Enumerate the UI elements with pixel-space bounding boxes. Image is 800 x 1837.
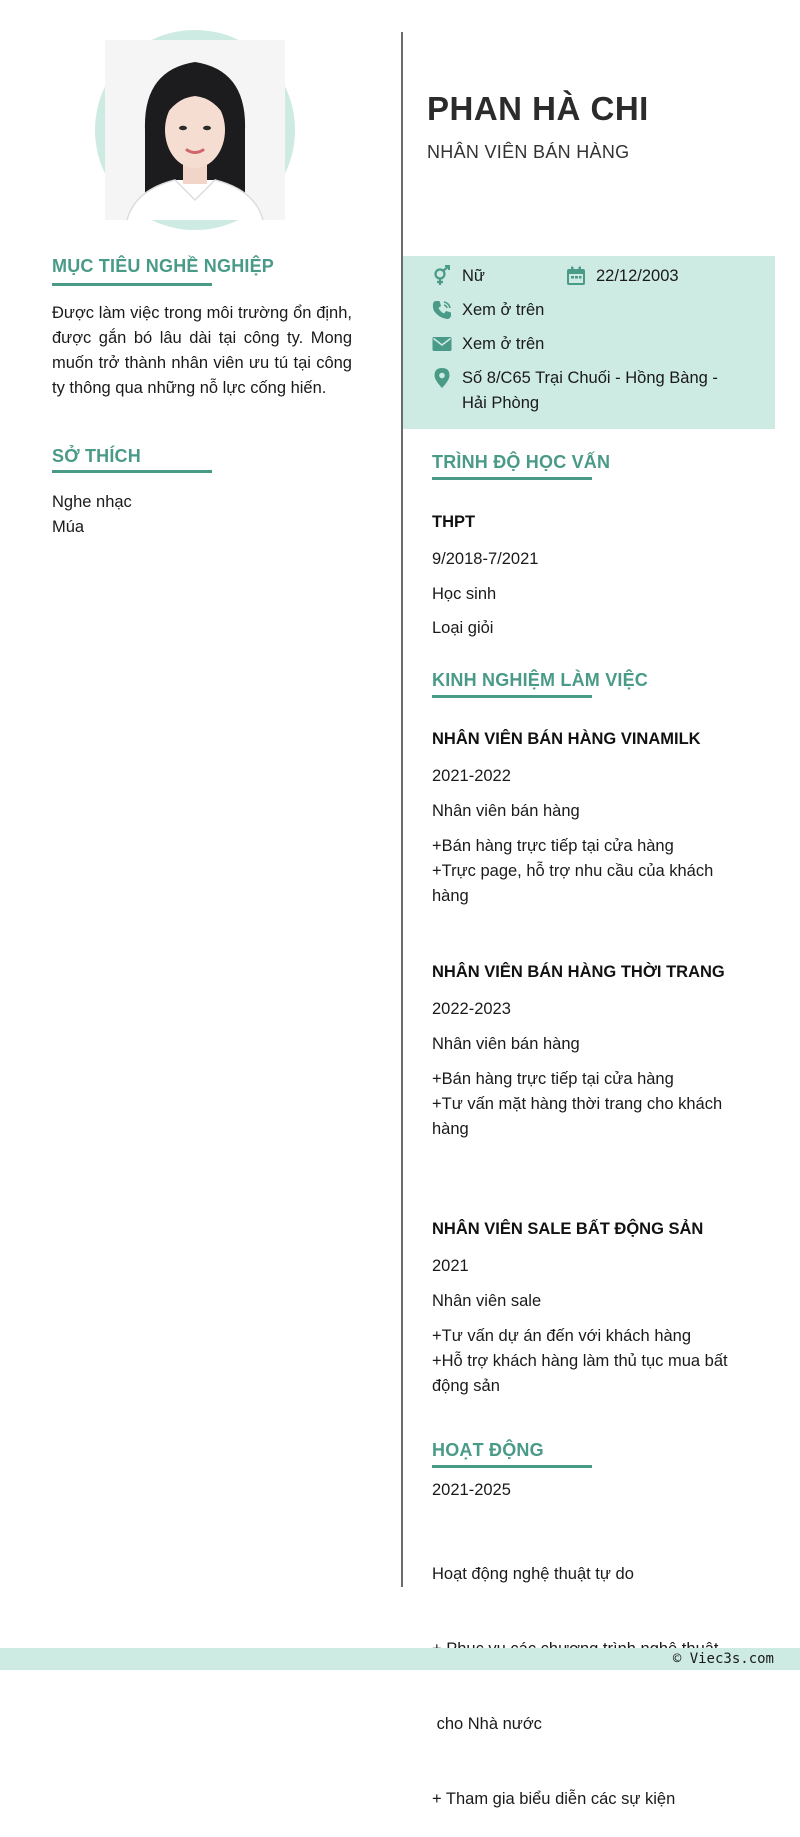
hobby-item: Nghe nhạc [52, 493, 132, 511]
job-role: Nhân viên bán hàng [432, 802, 580, 820]
avatar-frame [95, 30, 295, 230]
objective-title: MỤC TIÊU NGHỀ NGHIỆP [52, 256, 275, 276]
hobbies-title-underline [52, 470, 212, 473]
contact-phone [432, 298, 544, 323]
education-title-underline [432, 477, 592, 480]
education-grade: Loại giỏi [432, 619, 494, 637]
job-details [432, 1324, 752, 1399]
birthday-value: 22/12/2003 [596, 267, 679, 285]
objective-title-underline [52, 283, 212, 286]
email-icon [432, 333, 452, 355]
candidate-position: NHÂN VIÊN BÁN HÀNG [427, 142, 630, 162]
education-period: 9/2018-7/2021 [432, 550, 539, 568]
activities-title: HOẠT ĐỘNG [432, 1440, 544, 1460]
candidate-name: PHAN HÀ CHI [427, 90, 649, 127]
hobby-item: Múa [52, 518, 85, 536]
experience-title-underline [432, 695, 592, 698]
education-title: TRÌNH ĐỘ HỌC VẤN [432, 452, 611, 472]
gender-icon [432, 265, 452, 287]
contact-gender [432, 264, 485, 289]
job-detail-line: +Hỗ trợ khách hàng làm thủ tục mua bất động sản [432, 1352, 728, 1395]
contact-birthday [566, 264, 679, 289]
footer-bar [0, 1648, 800, 1670]
education-role: Học sinh [432, 585, 497, 603]
hobbies-list [52, 490, 132, 540]
objective-text: Được làm việc trong môi trường ổn định, được gắn bó lâu dài tại công ty. Mong muốn trở thành nhân viên ưu tú tại công ty thông qua những nỗ lực cống hiến. [52, 304, 352, 397]
activity-line: + Tham gia biểu diễn các sự kiện [432, 1790, 676, 1808]
job-period: 2021 [432, 1257, 469, 1275]
job-details [432, 1067, 752, 1142]
job-details [432, 834, 752, 909]
address-line-1: Số 8/C65 Trại Chuối - Hồng Bàng - [462, 369, 718, 387]
footer-watermark[interactable]: © Viec3s.com [672, 1651, 774, 1667]
job-detail-line: +Bán hàng trực tiếp tại cửa hàng [432, 837, 674, 855]
activities-details [432, 1512, 752, 1837]
job-period: 2021-2022 [432, 767, 511, 785]
contact-box [403, 256, 775, 429]
phone-value: Xem ở trên [462, 301, 545, 319]
job-title: NHÂN VIÊN BÁN HÀNG VINAMILK [432, 730, 701, 748]
experience-title: KINH NGHIỆM LÀM VIỆC [432, 670, 649, 690]
education-school: THPT [432, 513, 476, 531]
job-detail-line: +Tư vấn dự án đến với khách hàng [432, 1327, 692, 1345]
calendar-icon [566, 265, 586, 287]
activity-line: cho Nhà nước [432, 1715, 542, 1733]
activities-title-underline [432, 1465, 592, 1468]
phone-icon [432, 299, 452, 321]
job-detail-line: +Trực page, hỗ trợ nhu cầu của khách hàng [432, 862, 714, 905]
email-value: Xem ở trên [462, 335, 545, 353]
contact-address [432, 366, 718, 416]
activities-period: 2021-2025 [432, 1481, 511, 1499]
job-role: Nhân viên bán hàng [432, 1035, 580, 1053]
location-icon [432, 367, 452, 389]
job-detail-line: +Tư vấn mặt hàng thời trang cho khách hàng [432, 1095, 723, 1138]
job-role: Nhân viên sale [432, 1292, 542, 1310]
contact-email [432, 332, 544, 357]
address-line-2: Hải Phòng [462, 394, 540, 412]
avatar [105, 40, 285, 220]
job-detail-line: +Bán hàng trực tiếp tại cửa hàng [432, 1070, 674, 1088]
job-period: 2022-2023 [432, 1000, 511, 1018]
activity-line: Hoạt động nghệ thuật tự do [432, 1565, 634, 1583]
job-title: NHÂN VIÊN BÁN HÀNG THỜI TRANG [432, 963, 725, 981]
gender-value: Nữ [462, 267, 485, 285]
job-title: NHÂN VIÊN SALE BẤT ĐỘNG SẢN [432, 1220, 704, 1238]
hobbies-title: SỞ THÍCH [52, 446, 141, 466]
